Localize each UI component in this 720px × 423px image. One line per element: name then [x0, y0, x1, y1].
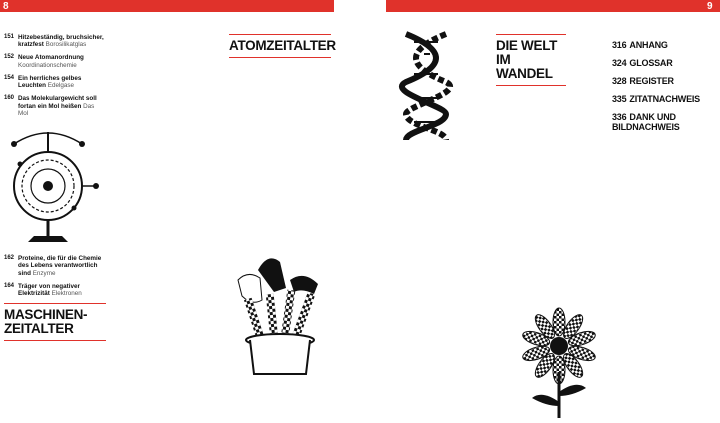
- backmatter-title: ZITATNACHWEIS: [629, 94, 700, 104]
- toc-page-number: 154: [4, 74, 15, 81]
- backmatter-page-number: 335: [612, 94, 627, 104]
- backmatter-title: ANHANG: [629, 40, 668, 50]
- section-die-welt-im-wandel: DIE WELT IM WANDEL: [496, 34, 566, 86]
- right-header-bar: [386, 0, 720, 12]
- left-header-bar: [0, 0, 334, 12]
- page-number-right: 9: [707, 1, 713, 12]
- toc-entry: [4, 54, 106, 69]
- toc-title: Ein herrliches gelbes Leuchten: [18, 74, 82, 90]
- toc-page-number: 152: [4, 54, 15, 61]
- section-atomzeitalter: ATOMZEITALTER: [229, 34, 331, 58]
- left-column-3: [229, 34, 336, 192]
- toc-title: Neue Atomanordnung: [18, 54, 84, 62]
- toc-entry: [4, 95, 106, 117]
- toc-subtitle: Koordinationschemie: [18, 61, 77, 69]
- backmatter-title: DANK UND BILDNACHWEIS: [612, 112, 680, 132]
- toc-title: Proteine, die für die Chemie des Lebens verantwortlich sind: [18, 255, 102, 277]
- toc-title: Hitzebeständig, bruchsicher, kratzfest: [18, 34, 104, 49]
- toc-page-number: 160: [4, 95, 15, 102]
- toc-title: Das Molekulargewicht soll fortan ein Mol heißen: [18, 95, 97, 110]
- magic-hat-illustration: [228, 240, 332, 376]
- right-column-3: [612, 34, 718, 140]
- toc-entry: [4, 283, 106, 298]
- toc-entry: [4, 34, 106, 49]
- atom-model-illustration: [6, 124, 101, 252]
- backmatter-entry: [612, 76, 718, 86]
- backmatter-entry: [612, 112, 718, 132]
- backmatter-page-number: 328: [612, 76, 627, 86]
- toc-page-number: 162: [4, 255, 15, 262]
- backmatter-page-number: 336: [612, 112, 627, 122]
- toc-subtitle: Enzyme: [32, 269, 56, 277]
- backmatter-title: REGISTER: [629, 76, 674, 86]
- backmatter-entry: [612, 40, 718, 50]
- backmatter-page-number: 324: [612, 58, 627, 68]
- backmatter-entry: [612, 94, 718, 104]
- backmatter-title: GLOSSAR: [629, 58, 673, 68]
- backmatter-page-number: 316: [612, 40, 627, 50]
- toc-subtitle: Elektronen: [51, 290, 82, 298]
- toc-entry: [4, 255, 106, 277]
- toc-subtitle: Das Mol: [18, 102, 95, 118]
- backmatter-entry: [612, 58, 718, 68]
- right-column-2: [496, 34, 600, 92]
- toc-title: Träger von negativer Elektrizität: [18, 282, 80, 298]
- toc-subtitle: Edelgase: [47, 82, 75, 90]
- toc-entry: [4, 75, 106, 90]
- section-maschinenzeitalter: MASCHINEN-ZEITALTER: [4, 303, 106, 341]
- flower-illustration: [512, 306, 606, 420]
- dna-helix-illustration: [396, 30, 456, 142]
- page-number-left: 8: [3, 1, 9, 12]
- toc-page-number: 151: [4, 34, 15, 40]
- toc-page-number: 164: [4, 282, 15, 289]
- toc-subtitle: Borosilikatglas: [45, 41, 87, 49]
